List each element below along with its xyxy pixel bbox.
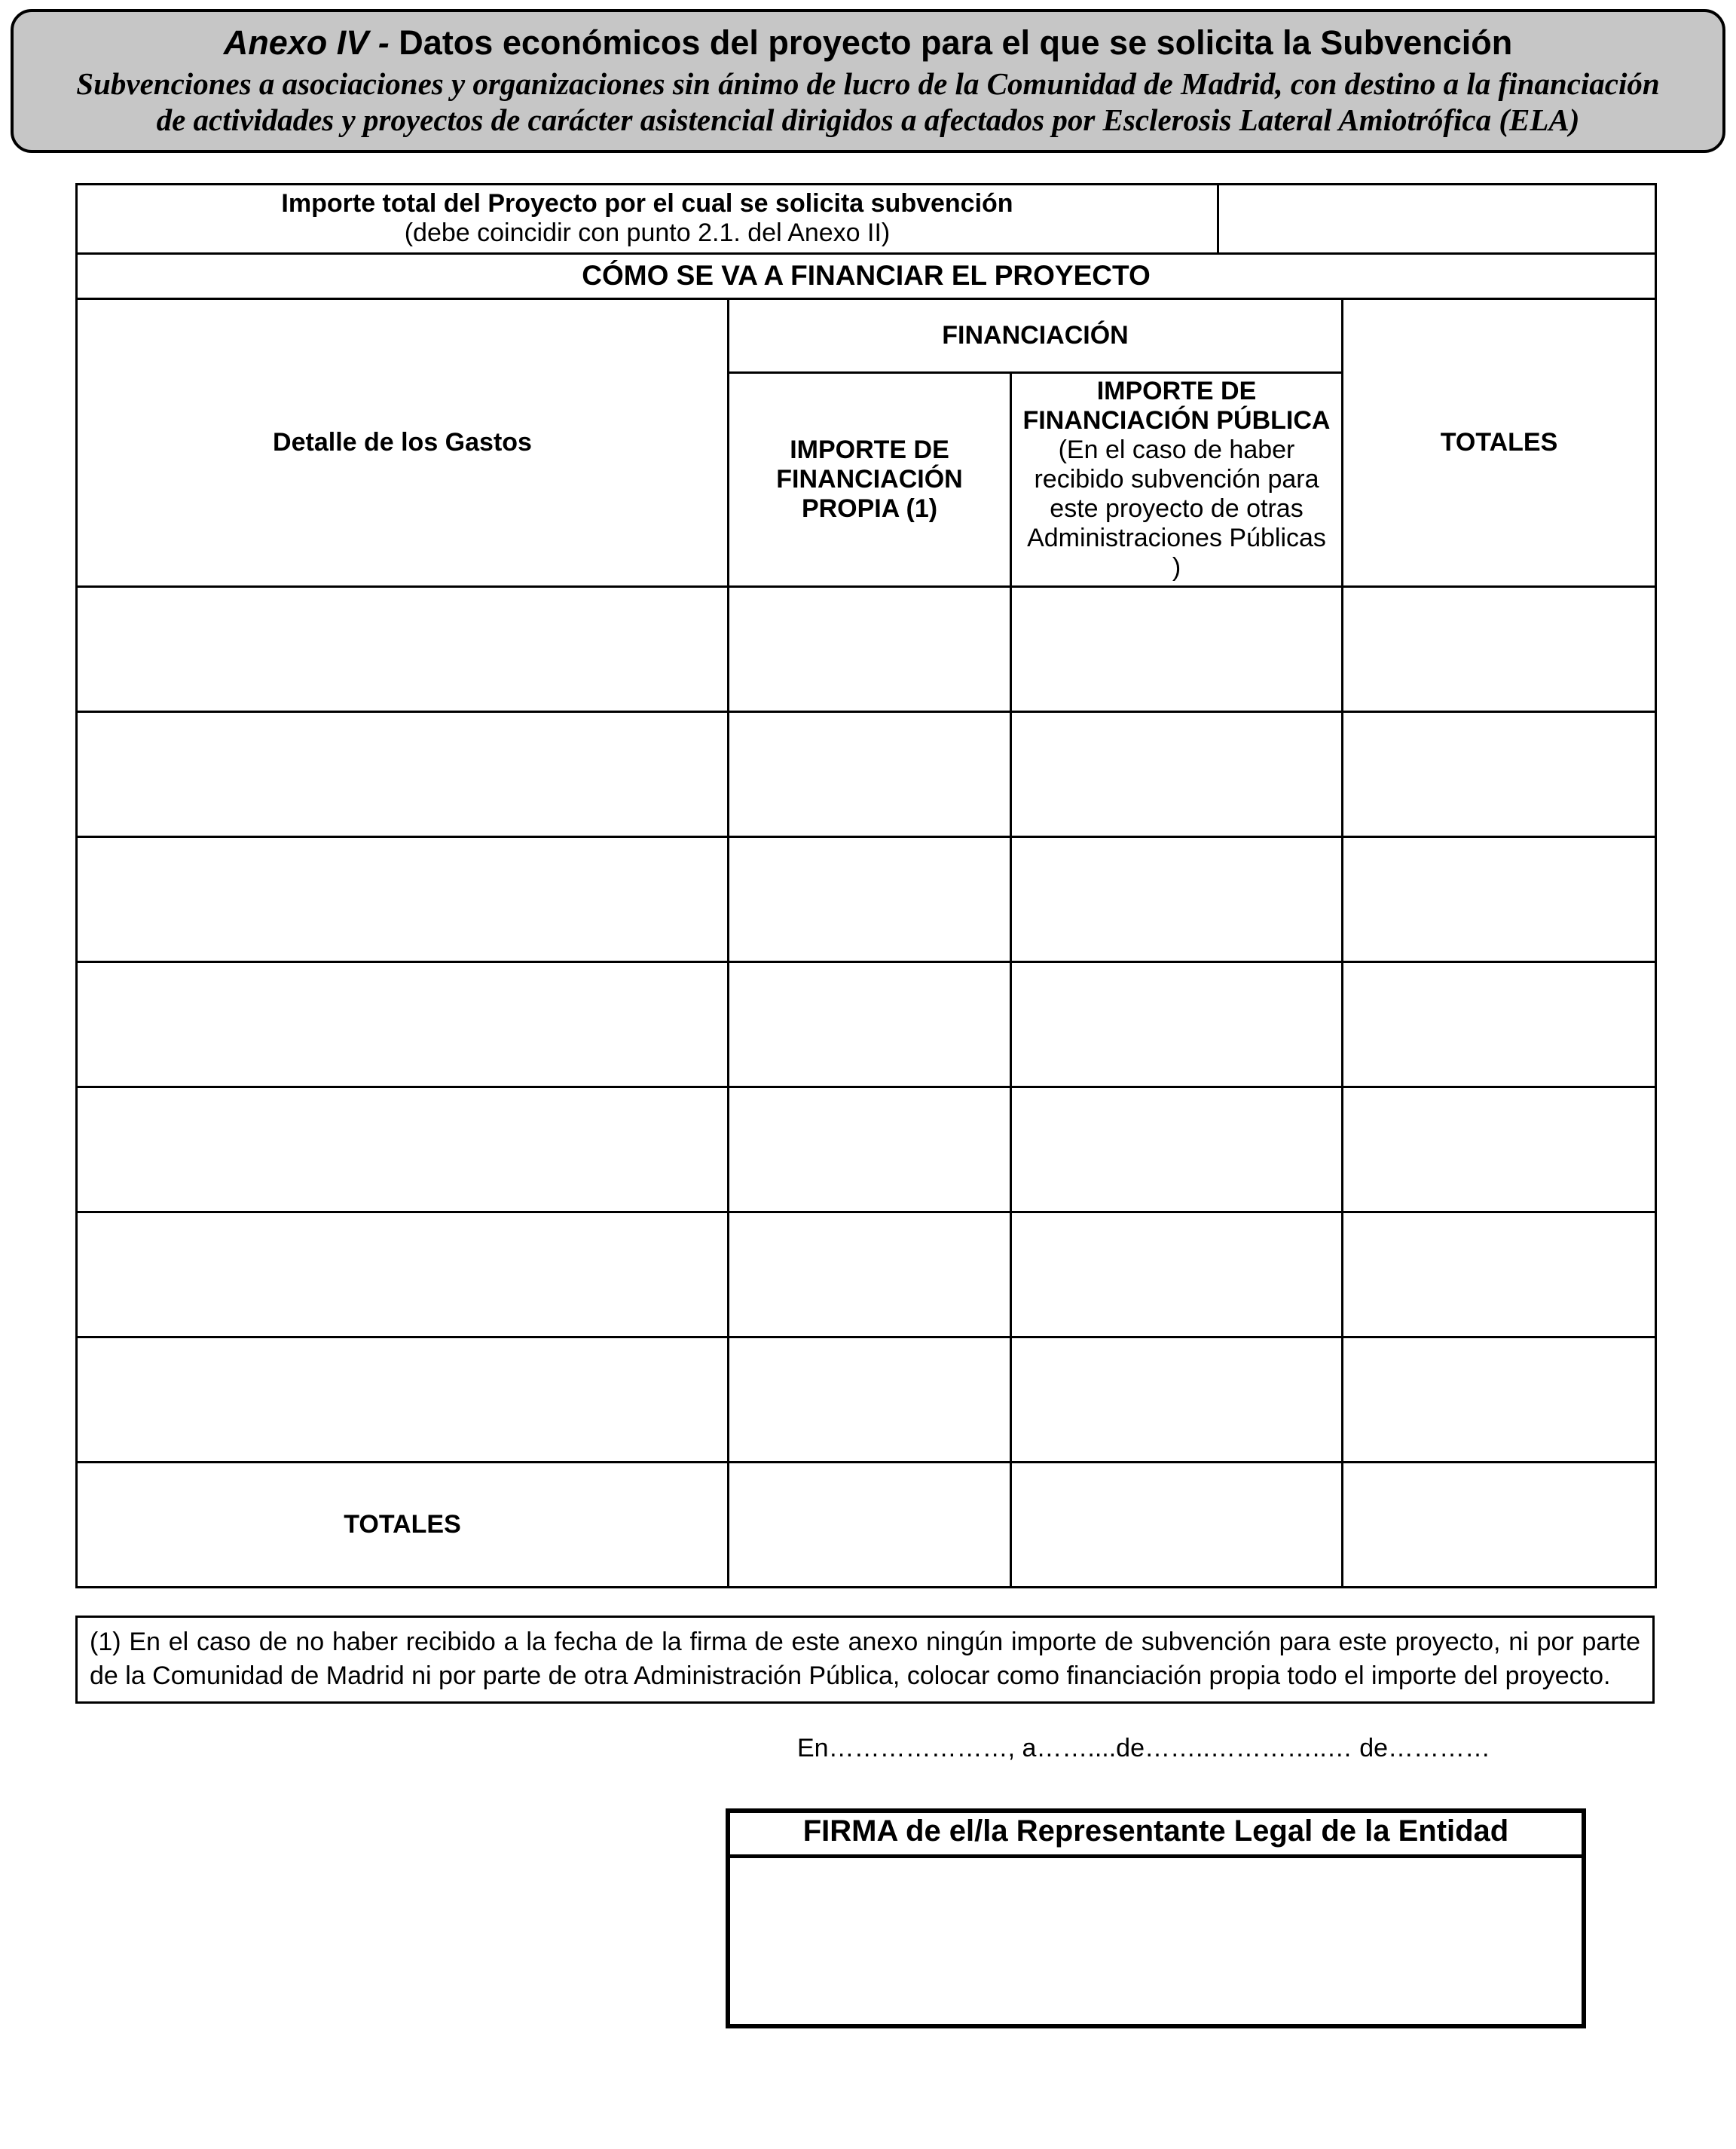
- totals-publica-cell[interactable]: [1011, 1462, 1343, 1587]
- expense-total-cell[interactable]: [1343, 711, 1656, 836]
- expense-publica-cell[interactable]: [1011, 836, 1343, 961]
- expense-total-cell[interactable]: [1343, 1212, 1656, 1337]
- totals-row-label-cell: [77, 1462, 729, 1587]
- publica-header: IMPORTE DE FINANCIACIÓN PÚBLICA: [1022, 376, 1331, 435]
- expense-detail-cell[interactable]: [77, 961, 729, 1087]
- footnote-box: [75, 1616, 1655, 1704]
- section-title-row: [77, 253, 1656, 298]
- expense-publica-cell[interactable]: [1011, 711, 1343, 836]
- expense-detail-cell[interactable]: [77, 1087, 729, 1212]
- total-amount-label-cell: [77, 184, 1218, 253]
- total-amount-row: [77, 184, 1656, 253]
- total-amount-value-cell[interactable]: [1218, 184, 1656, 253]
- form-title-annex: Anexo IV -: [223, 23, 390, 62]
- form-header: [11, 9, 1725, 153]
- expense-propia-cell[interactable]: [729, 1087, 1011, 1212]
- expense-row: [77, 1087, 1656, 1212]
- expense-propia-cell[interactable]: [729, 961, 1011, 1087]
- expense-detail-cell[interactable]: [77, 1337, 729, 1462]
- expense-detail-cell[interactable]: [77, 586, 729, 711]
- expense-propia-cell[interactable]: [729, 1337, 1011, 1462]
- expense-row: [77, 1212, 1656, 1337]
- financiacion-header-cell: [729, 298, 1343, 372]
- signature-box: [726, 1808, 1586, 2028]
- form-title-main: Datos económicos del proyecto para el que se solicita la Subvención: [389, 23, 1513, 62]
- section-title: CÓMO SE VA A FINANCIAR EL PROYECTO: [582, 260, 1151, 292]
- date-line: En…………………, a……....de……..…………..… de…………: [797, 1734, 1491, 1763]
- signature-title: FIRMA de el/la Representante Legal de la Entidad: [730, 1813, 1582, 1858]
- total-amount-note: (debe coincidir con punto 2.1. del Anexo II): [404, 219, 891, 248]
- expense-total-cell[interactable]: [1343, 1087, 1656, 1212]
- detalle-gastos-header: Detalle de los Gastos: [273, 427, 532, 457]
- table-header-section: [77, 184, 1656, 586]
- expense-propia-cell[interactable]: [729, 586, 1011, 711]
- expense-row: [77, 586, 1656, 711]
- form-title: [152, 24, 1584, 62]
- expense-total-cell[interactable]: [1343, 836, 1656, 961]
- publica-header-note: (En el caso de haber recibido subvención para este proyecto de otras Administraciones Públicas ): [1027, 435, 1326, 582]
- publica-header-cell: [1011, 372, 1343, 586]
- expense-total-cell[interactable]: [1343, 1337, 1656, 1462]
- expense-total-cell[interactable]: [1343, 586, 1656, 711]
- section-title-cell: [77, 253, 1656, 298]
- totals-row-label: TOTALES: [344, 1509, 461, 1539]
- expense-rows-section: [77, 586, 1656, 1462]
- expense-propia-cell[interactable]: [729, 711, 1011, 836]
- expense-row: [77, 711, 1656, 836]
- expense-publica-cell[interactable]: [1011, 1337, 1343, 1462]
- expense-row: [77, 836, 1656, 961]
- footnote-text: (1) En el caso de no haber recibido a la fecha de la firma de este anexo ningún importe de subvención para este proyecto, ni por parte de la Comunidad de Madrid ni por parte de otra Administración Pública, colocar como financiación propia todo el importe del proyecto.: [90, 1627, 1640, 1690]
- form-subtitle: Subvenciones a asociaciones y organizaciones sin ánimo de lucro de la Comunidad de Madrid, con destino a la financiación de actividades y proyectos de carácter asistencial dirigidos a afectados por Esclerosis Lateral Amiotrófica (ELA): [76, 66, 1660, 137]
- expense-row: [77, 1337, 1656, 1462]
- detalle-gastos-header-cell: [77, 298, 729, 586]
- expense-publica-cell[interactable]: [1011, 1212, 1343, 1337]
- total-amount-label: Importe total del Proyecto por el cual se solicita subvención: [281, 189, 1013, 219]
- totales-header: TOTALES: [1440, 427, 1558, 457]
- document-page: [0, 9, 1736, 2028]
- totals-total-cell[interactable]: [1343, 1462, 1656, 1587]
- expense-propia-cell[interactable]: [729, 1212, 1011, 1337]
- expense-detail-cell[interactable]: [77, 1212, 729, 1337]
- expense-detail-cell[interactable]: [77, 836, 729, 961]
- expense-publica-cell[interactable]: [1011, 961, 1343, 1087]
- expense-publica-cell[interactable]: [1011, 586, 1343, 711]
- totals-propia-cell[interactable]: [729, 1462, 1011, 1587]
- financiacion-header: FINANCIACIÓN: [942, 320, 1129, 350]
- expense-propia-cell[interactable]: [729, 836, 1011, 961]
- totals-row: [77, 1462, 1656, 1587]
- expense-publica-cell[interactable]: [1011, 1087, 1343, 1212]
- expense-total-cell[interactable]: [1343, 961, 1656, 1087]
- signature-area[interactable]: [730, 1858, 1582, 2024]
- propia-header: IMPORTE DE FINANCIACIÓN PROPIA (1): [776, 435, 963, 523]
- totals-section: [77, 1462, 1656, 1587]
- propia-header-cell: [729, 372, 1011, 586]
- totales-header-cell: [1343, 298, 1656, 586]
- financiacion-header-row: [77, 298, 1656, 372]
- expense-detail-cell[interactable]: [77, 711, 729, 836]
- expense-row: [77, 961, 1656, 1087]
- financing-table: [75, 183, 1657, 1588]
